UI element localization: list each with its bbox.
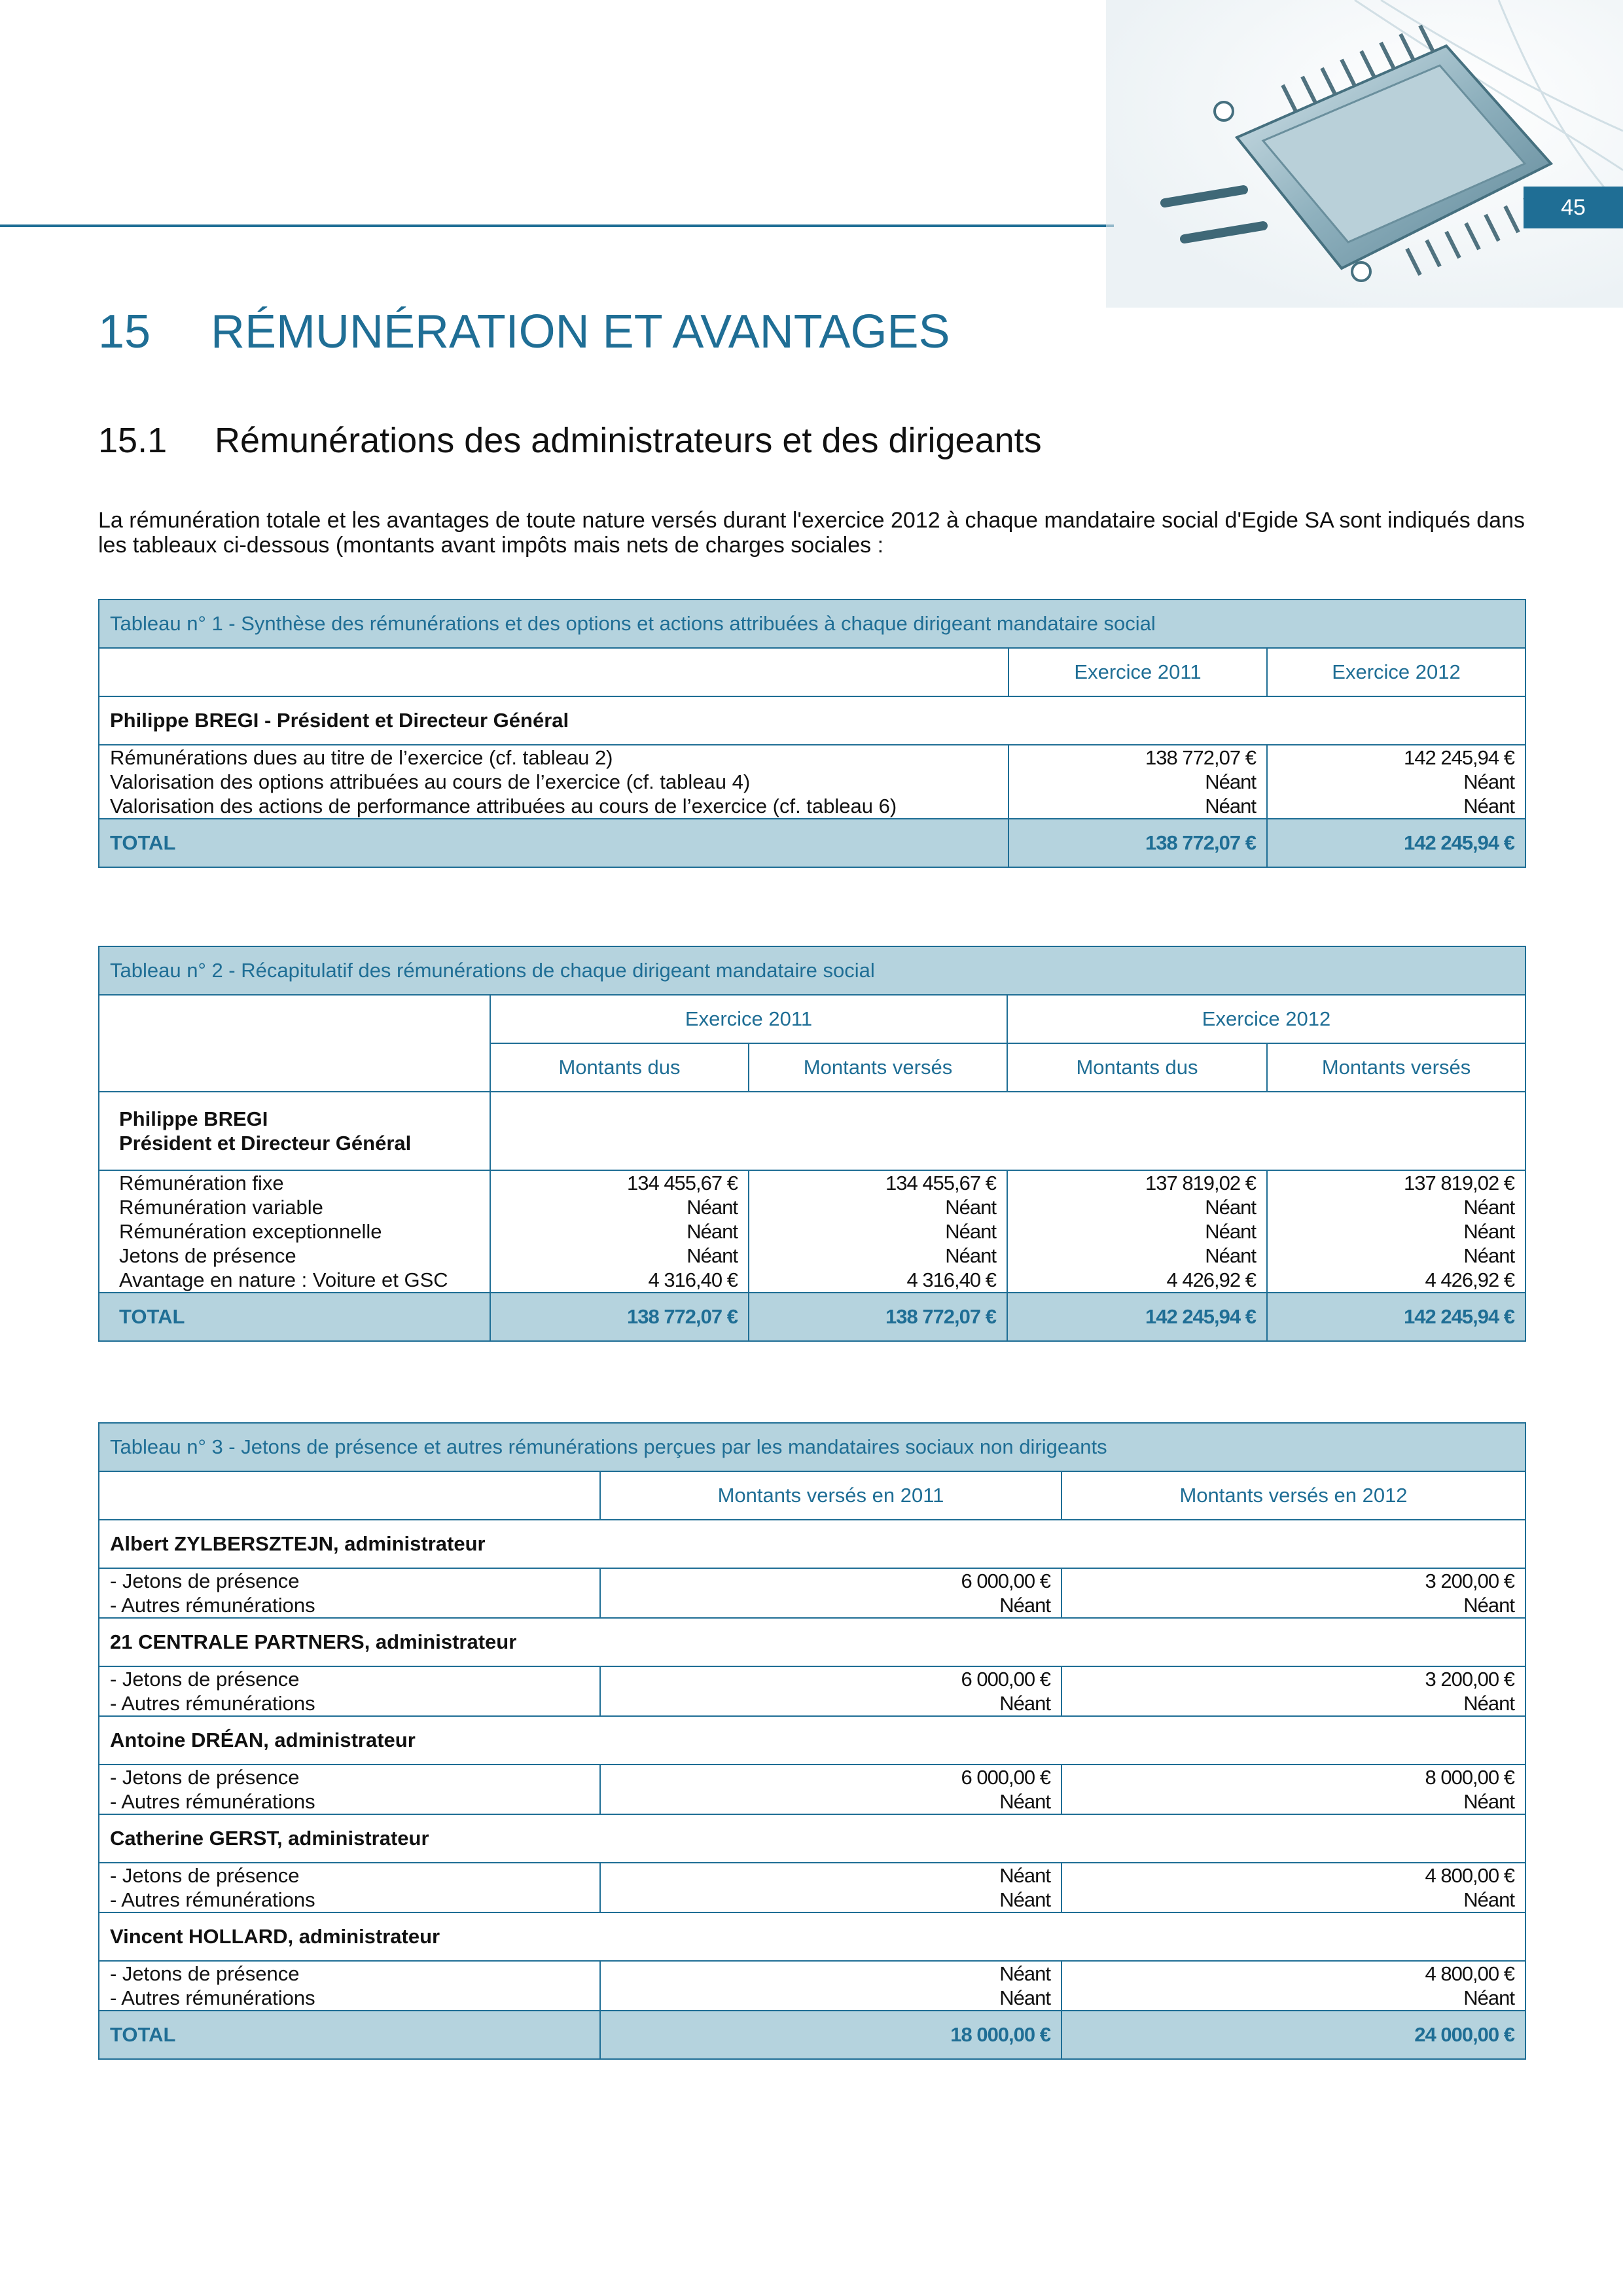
table-cell: Néant [1463, 1790, 1515, 1813]
table-row-label: - Jetons de présence [110, 1962, 300, 1985]
table-cell: 3 200,00 € [1425, 1570, 1515, 1592]
table-cell: Néant [1205, 795, 1256, 817]
table-cell: 137 819,02 € [1404, 1172, 1515, 1194]
table-cell: Néant [999, 1692, 1050, 1715]
person-role: Président et Directeur Général [119, 1132, 412, 1155]
table-1-person: Philippe BREGI - Président et Directeur Général [99, 696, 1525, 745]
table-1-header-2012: Exercice 2012 [1267, 648, 1525, 696]
table-1 [98, 599, 1526, 868]
table-2-header-2011: Exercice 2011 [490, 995, 1007, 1043]
table-2 [98, 946, 1526, 1342]
table-cell: 6 000,00 € [961, 1570, 1050, 1592]
table-row-label: - Jetons de présence [110, 1766, 300, 1789]
total-label: TOTAL [119, 1305, 185, 1328]
table-1-header-empty [99, 648, 1008, 696]
table-cell: Néant [1463, 1220, 1515, 1243]
table-row-label: - Autres rémunérations [110, 1692, 315, 1715]
table-cell: Néant [1205, 770, 1256, 793]
table-cell: Néant [999, 1962, 1050, 1985]
table-2-labels [99, 1170, 490, 1293]
table-cell: Néant [999, 1594, 1050, 1617]
table-3-values-2012 [1061, 1666, 1525, 1716]
subsection-number: 15.1 [98, 421, 168, 460]
table-1-labels [99, 745, 1008, 819]
table-row-label: Rémunérations dues au titre de l’exercice (cf. tableau 2) [110, 746, 613, 769]
table-row-label: - Jetons de présence [110, 1864, 300, 1887]
table-row-label: Jetons de présence [119, 1244, 296, 1267]
table-3-person: Vincent HOLLARD, administrateur [99, 1912, 1525, 1961]
table-3-labels [99, 1765, 600, 1814]
table-cell: 8 000,00 € [1425, 1766, 1515, 1789]
table-3-values-2011 [600, 1961, 1061, 2011]
table-2-subheader: Montants versés [749, 1043, 1007, 1092]
table-cell: 6 000,00 € [961, 1668, 1050, 1691]
table-3 [98, 1422, 1526, 2060]
table-2-total: 142 245,94 € [1007, 1293, 1267, 1341]
table-cell: 142 245,94 € [1404, 746, 1515, 769]
table-3-values-2011 [600, 1765, 1061, 1814]
table-2-total: 138 772,07 € [490, 1293, 749, 1341]
table-cell: 3 200,00 € [1425, 1668, 1515, 1691]
table-1-total-label: TOTAL [99, 819, 1008, 867]
table-cell: Néant [1205, 1220, 1256, 1243]
table-3-values-2012 [1061, 1961, 1525, 2011]
table-row-label: Rémunération variable [119, 1196, 323, 1219]
table-cell: Néant [999, 1888, 1050, 1911]
table-3-person: Antoine DRÉAN, administrateur [99, 1716, 1525, 1765]
table-3-total-label: TOTAL [99, 2011, 600, 2059]
table-3-values-2011 [600, 1863, 1061, 1912]
page-number: 45 [1524, 187, 1623, 228]
table-cell: 134 455,67 € [626, 1172, 738, 1194]
table-3-total-2011: 18 000,00 € [600, 2011, 1061, 2059]
table-row-label: - Jetons de présence [110, 1570, 300, 1592]
table-2-col-2011-dus [490, 1170, 749, 1293]
table-cell: Néant [945, 1196, 996, 1219]
table-3-person: Catherine GERST, administrateur [99, 1814, 1525, 1863]
table-cell: 4 426,92 € [1166, 1268, 1256, 1291]
table-row-label: - Jetons de présence [110, 1668, 300, 1691]
table-3-labels [99, 1863, 600, 1912]
table-cell: Néant [1463, 1888, 1515, 1911]
table-2-header-2012: Exercice 2012 [1007, 995, 1525, 1043]
table-2-subheader: Montants versés [1267, 1043, 1525, 1092]
table-cell: Néant [1463, 1986, 1515, 2009]
table-3-caption: Tableau n° 3 - Jetons de présence et autres rémunérations perçues par les mandataires sociaux non dirigeants [99, 1423, 1525, 1471]
table-3-values-2012 [1061, 1568, 1525, 1618]
table-cell: Néant [999, 1864, 1050, 1887]
table-2-col-2012-verses [1267, 1170, 1525, 1293]
table-3-labels [99, 1568, 600, 1618]
table-1-total-2012: 142 245,94 € [1267, 819, 1525, 867]
table-2-subheader: Montants dus [490, 1043, 749, 1092]
table-3-values-2011 [600, 1568, 1061, 1618]
table-row-label: Valorisation des options attribuées au cours de l’exercice (cf. tableau 4) [110, 770, 751, 793]
table-cell: Néant [687, 1244, 738, 1267]
table-cell: Néant [687, 1196, 738, 1219]
table-3-header-2012: Montants versés en 2012 [1061, 1471, 1525, 1520]
table-1-values-2012 [1267, 745, 1525, 819]
table-cell: 138 772,07 € [1145, 746, 1256, 769]
table-cell: 6 000,00 € [961, 1766, 1050, 1789]
table-3-person: 21 CENTRALE PARTNERS, administrateur [99, 1618, 1525, 1666]
table-cell: Néant [1463, 1244, 1515, 1267]
table-row-label: Valorisation des actions de performance attribuées au cours de l’exercice (cf. tableau 6) [110, 795, 897, 817]
table-cell: Néant [999, 1790, 1050, 1813]
table-1-caption: Tableau n° 1 - Synthèse des rémunérations et des options et actions attribuées à chaque dirigeant mandataire social [99, 600, 1525, 648]
table-3-header-2011: Montants versés en 2011 [600, 1471, 1061, 1520]
table-2-col-2012-dus [1007, 1170, 1267, 1293]
table-2-col-2011-verses [749, 1170, 1007, 1293]
table-row-label: - Autres rémunérations [110, 1986, 315, 2009]
table-1-values-2011 [1008, 745, 1267, 819]
table-cell: Néant [1463, 770, 1515, 793]
table-3-total-2012: 24 000,00 € [1061, 2011, 1525, 2059]
table-2-person-empty [490, 1092, 1525, 1170]
header-rule [0, 224, 1114, 227]
section-title [98, 305, 950, 359]
table-row-label: Rémunération fixe [119, 1172, 284, 1194]
table-cell: Néant [999, 1986, 1050, 2009]
section-title-text: RÉMUNÉRATION ET AVANTAGES [211, 306, 950, 358]
table-cell: 134 455,67 € [885, 1172, 996, 1194]
table-3-header-empty [99, 1471, 600, 1520]
table-1-header-2011: Exercice 2011 [1008, 648, 1267, 696]
table-cell: 4 316,40 € [906, 1268, 996, 1291]
table-3-values-2012 [1061, 1765, 1525, 1814]
subsection-title-text: Rémunérations des administrateurs et des dirigeants [215, 421, 1042, 460]
table-1-total-2011: 138 772,07 € [1008, 819, 1267, 867]
table-cell: 137 819,02 € [1145, 1172, 1256, 1194]
table-2-total-label [99, 1293, 490, 1341]
table-3-person: Albert ZYLBERSZTEJN, administrateur [99, 1520, 1525, 1568]
table-cell: Néant [687, 1220, 738, 1243]
section-number: 15 [98, 306, 151, 358]
subsection-title [98, 420, 1042, 461]
intro-paragraph: La rémunération totale et les avantages de toute nature versés durant l'exercice 2012 à chaque mandataire social d'Egide SA sont indiqués dans les tableaux ci-dessous (montants avant impôts mais nets de charges sociales : [98, 508, 1525, 558]
table-cell: Néant [1463, 1196, 1515, 1219]
table-2-person [99, 1092, 490, 1170]
table-3-labels [99, 1666, 600, 1716]
table-cell: Néant [1205, 1196, 1256, 1219]
table-cell: 4 800,00 € [1425, 1962, 1515, 1985]
table-row-label: Avantage en nature : Voiture et GSC [119, 1268, 448, 1291]
table-cell: 4 426,92 € [1425, 1268, 1515, 1291]
table-2-total: 142 245,94 € [1267, 1293, 1525, 1341]
table-row-label: - Autres rémunérations [110, 1790, 315, 1813]
table-cell: Néant [1205, 1244, 1256, 1267]
table-3-values-2011 [600, 1666, 1061, 1716]
table-cell: Néant [945, 1220, 996, 1243]
table-row-label: Rémunération exceptionnelle [119, 1220, 382, 1243]
table-row-label: - Autres rémunérations [110, 1594, 315, 1617]
person-name: Philippe BREGI [119, 1107, 268, 1130]
table-2-total: 138 772,07 € [749, 1293, 1007, 1341]
table-cell: Néant [1463, 795, 1515, 817]
table-2-caption: Tableau n° 2 - Récapitulatif des rémunérations de chaque dirigeant mandataire social [99, 946, 1525, 995]
table-2-header-empty [99, 995, 490, 1092]
table-cell: Néant [945, 1244, 996, 1267]
table-cell: 4 316,40 € [648, 1268, 738, 1291]
table-3-labels [99, 1961, 600, 2011]
table-cell: 4 800,00 € [1425, 1864, 1515, 1887]
table-2-subheader: Montants dus [1007, 1043, 1267, 1092]
circuit-package-illustration [1106, 0, 1623, 308]
table-cell: Néant [1463, 1594, 1515, 1617]
table-cell: Néant [1463, 1692, 1515, 1715]
table-3-values-2012 [1061, 1863, 1525, 1912]
table-row-label: - Autres rémunérations [110, 1888, 315, 1911]
